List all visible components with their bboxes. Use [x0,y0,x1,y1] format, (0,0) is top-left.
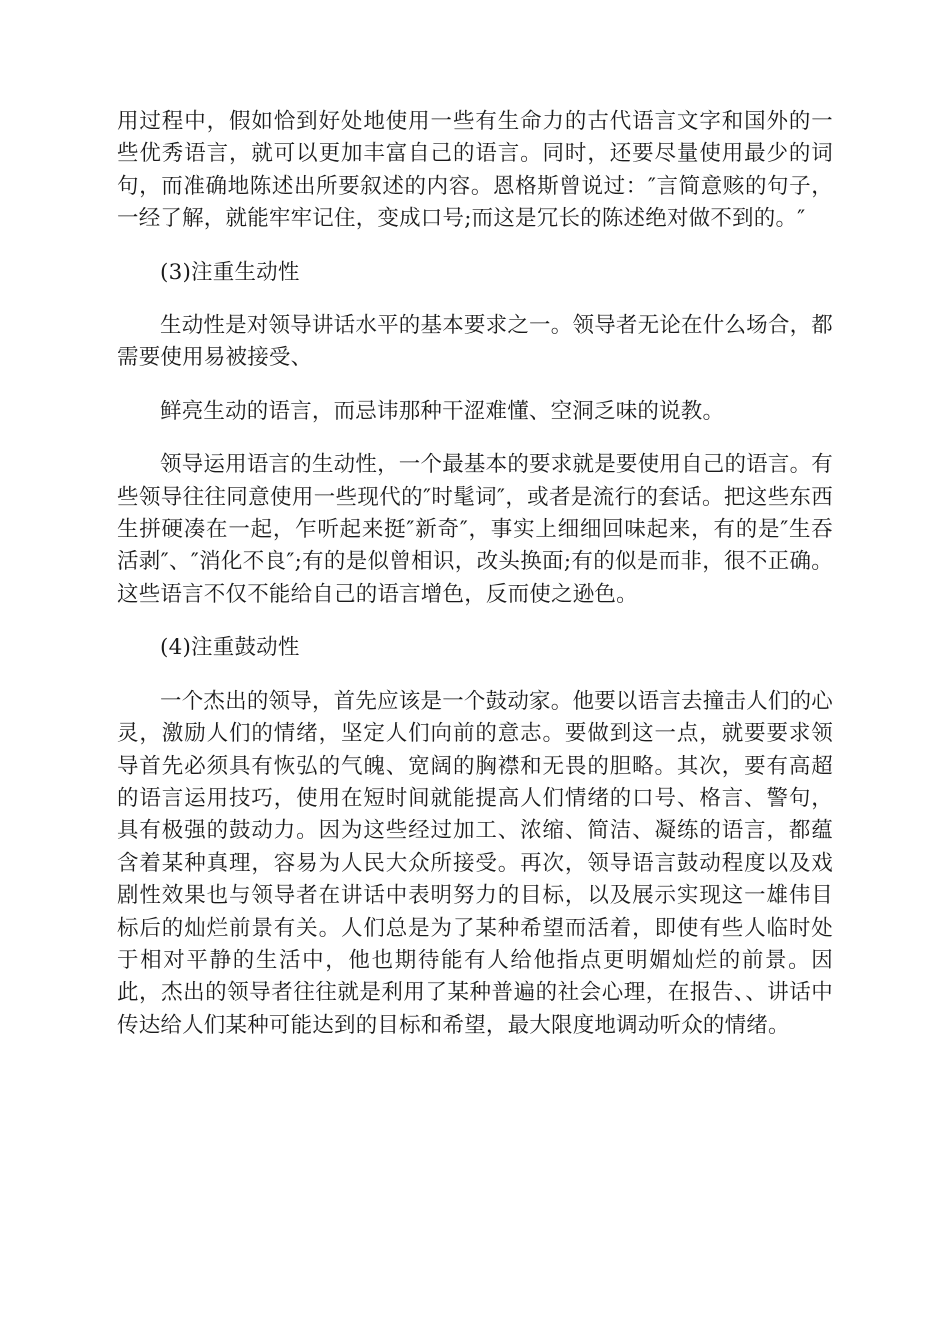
paragraph-vividness-cont: 鲜亮生动的语言，而忌讳那种干涩难懂、空洞乏味的说教。 [160,398,725,424]
paragraph-vividness-intro: 生动性是对领导讲话水平的基本要求之一。领导者无论在什么场合，都需要使用易被接受、 [117,313,833,371]
section-heading-3: (3)注重生动性 [160,259,300,285]
paragraph-own-language: 领导运用语言的生动性，一个最基本的要求就是要使用自己的语言。有些领导往往同意使用一些现代的″时髦词″，或者是流行的套话。把这些东西生拼硬凑在一起，乍听起来挺″新奇″，事实上细细回味起来，有的是″生吞活剥″、″消化不良″;有的是似曾相识，改头换面;有的似是而非，很不正确。这些语言不仅不能给自己的语言增色，反而使之逊色。 [117,452,833,607]
paragraph-continued: 用过程中，假如恰到好处地使用一些有生命力的古代语言文字和国外的一些优秀语言，就可以更加丰富自己的语言。同时，还要尽量使用最少的词句，而准确地陈述出所要叙述的内容。恩格斯曾说过：″言简意赅的句子，一经了解，就能牢牢记住，变成口号;而这是冗长的陈述绝对做不到的。″ [117,109,833,232]
document-body [117,106,833,1063]
paragraph-agitation: 一个杰出的领导，首先应该是一个鼓动家。他要以语言去撞击人们的心灵，激励人们的情绪，坚定人们向前的意志。要做到这一点，就要要求领导首先必须具有恢弘的气魄、宽阔的胸襟和无畏的胆略。其次，要有高超的语言运用技巧，使用在短时间就能提高人们情绪的口号、格言、警句，具有极强的鼓动力。因为这些经过加工、浓缩、简洁、凝练的语言，都蕴含着某种真理，容易为人民大众所接受。再次，领导语言鼓动程度以及戏剧性效果也与领导者在讲话中表明努力的目标，以及展示实现这一雄伟目标后的灿烂前景有关。人们总是为了某种希望而活着，即使有些人临时处于相对平静的生活中，他也期待能有人给他指点更明媚灿烂的前景。因此，杰出的领导者往往就是利用了某种普遍的社会心理，在报告、、讲话中传达给人们某种可能达到的目标和希望，最大限度地调动听众的情绪。 [117,688,833,1038]
section-heading-4: (4)注重鼓动性 [160,635,300,661]
